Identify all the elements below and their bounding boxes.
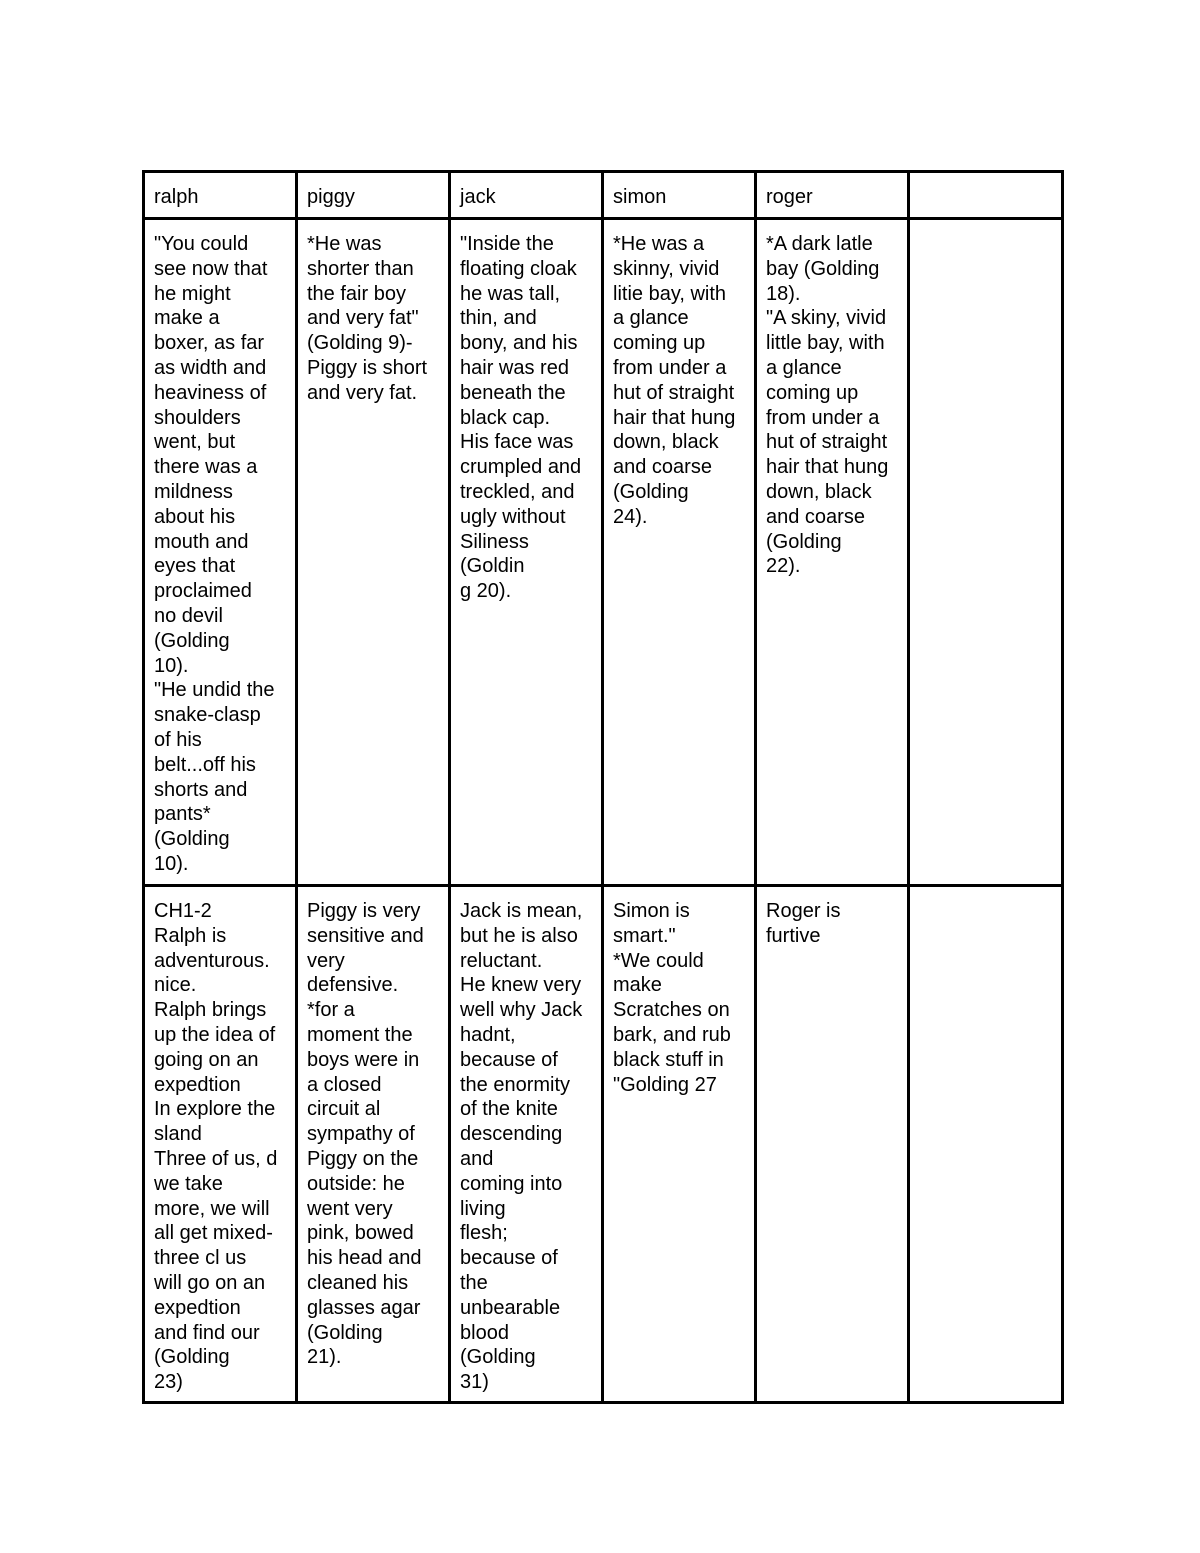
cell-empty-2 (909, 886, 1063, 1403)
cell-roger-quotes: *A dark latle bay (Golding 18). "A skiny, vivid little bay, with a glance coming up from under a hut of straight hair that hung down, black and coarse (Golding 22). (756, 219, 909, 886)
header-cell-ralph: ralph (144, 172, 297, 219)
header-cell-simon: simon (603, 172, 756, 219)
cell-empty-1 (909, 219, 1063, 886)
header-cell-piggy: piggy (297, 172, 450, 219)
header-cell-roger: roger (756, 172, 909, 219)
cell-simon-traits: Simon is smart." *We could make Scratches on bark, and rub black stuff in "Golding 27 (603, 886, 756, 1403)
cell-ralph-quotes: "You could see now that he might make a boxer, as far as width and heaviness of shoulders went, but there was a mildness about his mouth and eyes that proclaimed no devil (Golding 10). "He undid the snake-clasp of his belt...off his shorts and pants* (Golding 10). (144, 219, 297, 886)
cell-ralph-traits: CH1-2 Ralph is adventurous. nice. Ralph brings up the idea of going on an expedtion In explore the sland Three of us, d we take more, we will all get mixed- three cl us will go on an expedtion and find our (Golding 23) (144, 886, 297, 1403)
cell-piggy-quotes: *He was shorter than the fair boy and very fat" (Golding 9)- Piggy is short and very fat. (297, 219, 450, 886)
cell-jack-quotes: "Inside the floating cloak he was tall, thin, and bony, and his hair was red beneath the black cap. His face was crumpled and treckled, and ugly without Siliness (Goldin g 20). (450, 219, 603, 886)
table-row (144, 219, 1063, 886)
cell-simon-quotes: *He was a skinny, vivid litie bay, with a glance coming up from under a hut of straight hair that hung down, black and coarse (Golding 24). (603, 219, 756, 886)
header-cell-empty (909, 172, 1063, 219)
table-header-row (144, 172, 1063, 219)
header-cell-jack: jack (450, 172, 603, 219)
table-row (144, 886, 1063, 1403)
cell-roger-traits: Roger is furtive (756, 886, 909, 1403)
cell-piggy-traits: Piggy is very sensitive and very defensive. *for a moment the boys were in a closed circuit al sympathy of Piggy on the outside: he went very pink, bowed his head and cleaned his glasses agar (Golding 21). (297, 886, 450, 1403)
character-notes-table (142, 170, 1064, 1404)
cell-jack-traits: Jack is mean, but he is also reluctant. He knew very well why Jack hadnt, because of the enormity of the knite descending and coming into living flesh; because of the unbearable blood (Golding 31) (450, 886, 603, 1403)
